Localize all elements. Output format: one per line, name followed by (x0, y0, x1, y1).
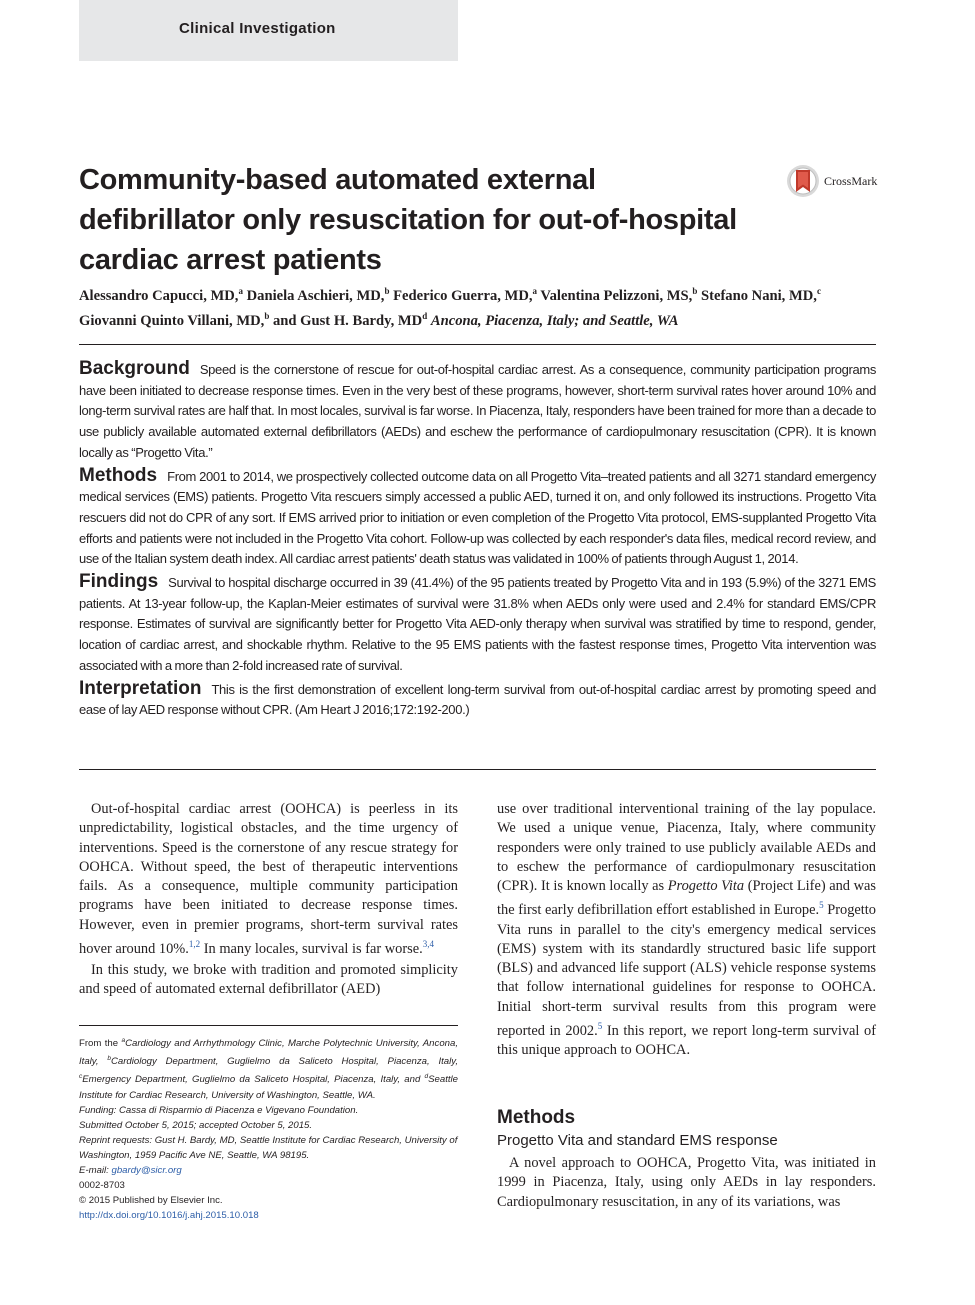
intro-paragraph-2: In this study, we broke with tradition and promoted simplicity and speed of automated external defibrillator (AED) (79, 962, 458, 998)
author-name: Federico Guerra, MD, (393, 287, 533, 304)
email-link[interactable]: gbardy@sicr.org (111, 1164, 182, 1176)
author-name: Valentina Pelizzoni, MS, (540, 287, 693, 304)
abstract-findings (79, 572, 876, 677)
methods-heading: Methods (497, 1107, 576, 1128)
crossmark-icon (786, 164, 820, 198)
funding-note: Funding: Cassa di Risparmio di Piacenza e Vigevano Foundation. (79, 1104, 359, 1116)
author-name: Stefano Nani, MD, (700, 287, 817, 304)
author-locations: Ancona, Piacenza, Italy; and Seattle, WA (430, 312, 679, 329)
abstract (79, 359, 876, 723)
reference-link[interactable]: 1,2 (188, 939, 201, 950)
abstract-findings-text: Survival to hospital discharge occurred in 39 (41.4%) of the 95 patients treated by Progetto Vita and in 193 (5.9%) of the 3271 EMS patients. At 13-year follow-up, the Kaplan-Meier estimates of survival were 31.8% when AEDs only were used and 2.4% for standard EMS/CPR response. Estimates of survival are significantly better for Progetto Vita AED-only therapy when survival was stratified by time to respond, gender, location of cardiac arrest, and shockable rhythm. Relative to the 95 EMS patients with the fastest response times, Progetto Vita intervention was associated with a more than 2-fold increased rate of survival. (79, 575, 876, 673)
abstract-interpretation-text: This is the first demonstration of excellent long-term survival from out-of-hospital cardiac arrest by promoting speed and ease of lay AED response without CPR. (Am Heart J 2016;172:192-200.) (79, 681, 876, 718)
submission-dates: Submitted October 5, 2015; accepted October 5, 2015. (79, 1119, 313, 1131)
affiliation-marker: b (692, 286, 698, 296)
affiliation-marker: a (238, 286, 243, 296)
methods-paragraph: A novel approach to OOHCA, Progetto Vita, was initiated in 1999 in Piacenza, Italy, using only AEDs in lay responders. Cardiopulmonary resuscitation, in any of its variations, was (497, 1155, 876, 1210)
reprint-requests: Reprint requests: Gust H. Bardy, MD, Seattle Institute for Cardiac Research, University of Washington, 1959 Pacific Ave NE, Seattle, WA 98195. (79, 1134, 458, 1161)
abstract-methods-text: From 2001 to 2014, we prospectively collected outcome data on all Progetto Vita–treated patients and all 3271 standard emergency medical services (EMS) patients. Progetto Vita rescuers simply accessed a public AED, turned it on, and only followed its instructions. Progetto Vita rescuers did not do CPR of any sort. If EMS arrived prior to initiation or even completion of the Progetto Vita protocol, EMS-supplanted Progetto Vita efforts and patients were not included in the Progetto Vita cohort. Follow-up was collected by each responder's data files, medical record review, and use of the Italian system death index. All cardiac arrest patients' death status was validated in 100% of patients through August 1, 2014. (79, 468, 876, 567)
abstract-interpretation (79, 679, 876, 721)
doi-link[interactable]: http://dx.doi.org/10.1016/j.ahj.2015.10.018 (79, 1209, 259, 1221)
abstract-background-text: Speed is the cornerstone of rescue for out-of-hospital cardiac arrest. As a consequence, community participation programs have been initiated to decrease response times. Even in the very best of these programs, however, short-term survival rates hover around 10% and long-term survival rates are half that. In most locales, survival is far worse. In Piacenza, Italy, responders have been trained for more than a decade to use publicly available automated external defibrillators (AEDs) and eschew the performance of cardiopulmonary resuscitation (CPR). It is known locally as “Progetto Vita.” (79, 362, 876, 460)
body-right-column (497, 800, 876, 1060)
reference-link[interactable]: 3,4 (422, 939, 434, 950)
abstract-interpretation-heading: Interpretation (79, 677, 202, 699)
author-list (79, 281, 879, 331)
section-tab (79, 0, 458, 61)
email-line: E-mail: gbardy@sicr.org (79, 1164, 182, 1176)
footnotes (79, 1033, 458, 1223)
abstract-background (79, 359, 876, 464)
author-name: Giovanni Quinto Villani, MD, (79, 312, 265, 329)
reference-link[interactable]: 5 (819, 900, 824, 911)
affiliations: From the $^a$Cardiology and Arrhythmology Clinic, Marche Polytechnic University, Ancona, Italy, $^b$Cardiology Department, Guglielmo da Saliceto Hospital, Piacenza, Italy, $^c$Emergency Department, Guglielmo da Saliceto Hospital, Piacenza, Italy, and $^d$Seattle Institute for Cardiac Research, University of Washington, Seattle, WA. (79, 1037, 458, 1101)
author-name: and Gust H. Bardy, MD (272, 312, 423, 329)
article-title: Community-based automated external defibrillator only resuscitation for out-of-hospital cardiac arrest patients (79, 164, 737, 276)
reference-link[interactable]: 5 (597, 1021, 603, 1032)
abstract-background-heading: Background (79, 358, 190, 379)
copyright: © 2015 Published by Elsevier Inc. (79, 1194, 223, 1206)
abstract-findings-heading: Findings (79, 571, 159, 593)
affiliation-marker: c (816, 286, 821, 296)
methods-subheading: Progetto Vita and standard EMS response (497, 1132, 778, 1149)
footnote-rule (79, 1025, 458, 1026)
methods-column (497, 1154, 876, 1212)
intro-paragraph-continued: use over traditional interventional training of the lay populace. We used a unique venue, Piacenza, Italy, where community responders were only trained to use publicly available AEDs and to eschew the performance of cardiopulmonary resuscitation (CPR). It is known locally as Progetto Vita (Project Life) and was the first early defibrillation effort established in Europe.$^5$ Progetto Vita runs in parallel to the city's emergency medical services (EMS) system with its standardly structured basic life support (BLS) and advanced life support (ALS) vehicle response systems that follow international guidelines for response to OOHCA. Initial short-term survival results from this program were reported in 2002.$^5$ In this report, we report long-term survival of this unique approach to OOHCA. (497, 801, 876, 1059)
abstract-methods-heading: Methods (79, 464, 158, 486)
author-name: Daniela Aschieri, MD, (246, 287, 385, 304)
affiliation-marker: d (422, 310, 428, 321)
intro-paragraph-1: Out-of-hospital cardiac arrest (OOHCA) is peerless in its unpredictability, logistical obstacles, and the time urgency of interventions. Speed is the cornerstone of any rescue strategy for OOHCA. Without speed, the best of therapeutic interventions fails. As a consequence, multiple community participation programs have been initiated to decrease response times. However, even in premier programs, short-term survival rates hover around 10%.$^{1,2}$ In many locales, survival is far worse.$^{3,4}$ (79, 801, 458, 957)
author-name: Alessandro Capucci, MD, (79, 287, 239, 304)
abstract-bottom-rule (79, 769, 876, 770)
issn: 0002-8703 (79, 1179, 125, 1191)
body-left-column (79, 800, 458, 1000)
affiliation-marker: a (532, 286, 538, 296)
section-label: Clinical Investigation (179, 20, 336, 37)
affiliation-marker: b (264, 310, 270, 321)
abstract-top-rule (79, 344, 876, 345)
affiliation-marker: b (384, 286, 390, 296)
abstract-methods (79, 466, 876, 571)
crossmark-label: CrossMark (824, 174, 878, 188)
crossmark-badge[interactable] (786, 164, 886, 198)
